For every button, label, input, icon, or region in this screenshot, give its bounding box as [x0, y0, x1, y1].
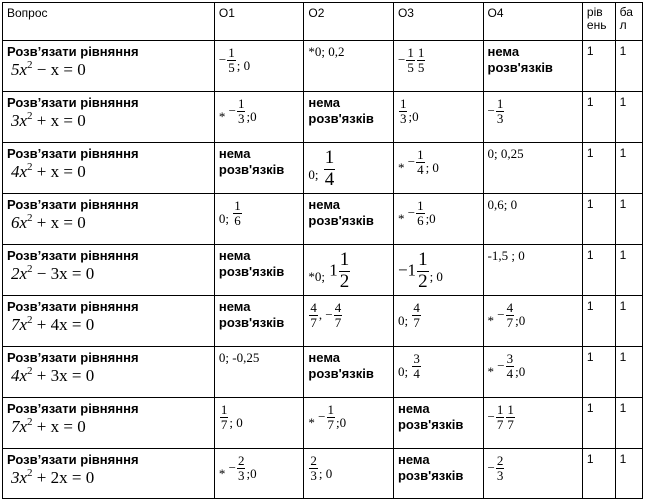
eq-term: 6x [11, 213, 28, 232]
denominator: 7 [220, 417, 228, 433]
correct-mark: * [218, 108, 226, 124]
eq-term: 4x [11, 162, 28, 181]
eq-rest: + x = 0 [36, 417, 86, 436]
denominator: 7 [496, 417, 504, 433]
question-prompt: Розв’язати рівняння [7, 44, 139, 59]
no-roots-line1: нема [308, 197, 341, 212]
denominator: 7 [334, 315, 342, 331]
minus-sign: − [487, 102, 495, 118]
eq-rest: + 4x = 0 [36, 315, 95, 334]
eq-rest: + 3x = 0 [36, 366, 95, 385]
answer-o3[interactable] [393, 398, 483, 449]
numerator: 1 [417, 198, 424, 213]
answer-value [398, 350, 479, 382]
answer-value: -1,5 ; 0 [487, 248, 525, 263]
answer-o4[interactable] [483, 398, 582, 449]
question-prompt: Розв’язати рівняння [7, 401, 139, 416]
numerator: 1 [228, 45, 235, 60]
points-cell: 1 [615, 143, 642, 194]
correct-mark: * [397, 210, 405, 226]
header-points-line2: л [619, 18, 627, 32]
answer-o1[interactable] [214, 194, 304, 245]
fraction [237, 97, 246, 127]
answer-tail: ; 0 [229, 414, 243, 430]
equation [7, 314, 210, 336]
minus-sign: − [218, 51, 227, 67]
denominator: 4 [413, 366, 420, 382]
denominator: 3 [496, 468, 504, 484]
level-cell: 1 [582, 143, 615, 194]
question-cell [3, 92, 215, 143]
numerator: 1 [220, 402, 228, 417]
numerator: 1 [417, 45, 425, 60]
eq-term: 3x [11, 468, 28, 487]
numerator: 4 [506, 300, 514, 315]
answer-o3[interactable] [393, 92, 483, 143]
answer-value [219, 44, 300, 76]
numerator: 2 [310, 453, 317, 468]
header-points-line1: ба [619, 5, 633, 19]
eq-rest: + 2x = 0 [36, 468, 95, 487]
level-cell: 1 [582, 245, 615, 296]
eq-term: 3x [11, 111, 28, 130]
minus-sign: − [407, 153, 416, 169]
equation [7, 59, 210, 81]
answer-head: 0; [308, 167, 319, 183]
answer-value [488, 299, 578, 331]
denominator: 4 [506, 366, 514, 382]
answer-value [488, 452, 578, 484]
denominator: 2 [339, 270, 350, 292]
eq-rest: + x = 0 [36, 111, 86, 130]
answer-o2[interactable] [304, 449, 394, 499]
header-level [582, 3, 615, 41]
answer-tail: ;0 [408, 108, 419, 124]
no-roots-line2: розв'язків [308, 213, 374, 228]
answer-o1[interactable] [214, 41, 304, 92]
points-cell: 1 [615, 347, 642, 398]
no-roots-line1: нема [308, 350, 341, 365]
points-cell: 1 [615, 92, 642, 143]
numerator: 4 [334, 300, 342, 315]
answer-o1[interactable] [214, 245, 304, 296]
answer-tail: ; 0 [236, 57, 251, 73]
eq-rest: + x = 0 [36, 162, 86, 181]
denominator: 3 [310, 468, 317, 484]
answer-o3[interactable] [393, 347, 483, 398]
answer-tail: ;0 [425, 210, 436, 226]
fraction [406, 46, 415, 76]
no-roots-line2: розв'язків [308, 366, 374, 381]
eq-term: 4x [11, 366, 28, 385]
denominator: 6 [234, 213, 241, 229]
denominator: 6 [417, 213, 424, 229]
no-roots-line2: розв'язків [218, 162, 285, 177]
numerator: 1 [407, 45, 414, 60]
numerator: 3 [413, 351, 420, 366]
correct-mark: * [487, 363, 495, 379]
eq-term: 2x [11, 264, 28, 283]
denominator: 5 [417, 60, 425, 76]
answer-tail: ;0 [246, 465, 257, 481]
denominator: 7 [413, 315, 420, 331]
numerator: 1 [237, 96, 245, 111]
answer-head: 0; [397, 312, 409, 328]
question-prompt: Розв’язати рівняння [7, 299, 139, 314]
numerator: 1 [496, 96, 504, 111]
fraction [324, 148, 336, 191]
answer-o2[interactable] [304, 92, 394, 143]
equation [7, 365, 210, 387]
table-row [3, 398, 643, 449]
separator: , − [318, 306, 333, 322]
answer-o3[interactable] [393, 296, 483, 347]
fraction [417, 250, 429, 293]
answer-o1[interactable] [214, 92, 304, 143]
minus-sign: − [228, 102, 236, 118]
level-cell: 1 [582, 194, 615, 245]
equation [7, 161, 210, 183]
eq-exp: 2 [27, 59, 33, 71]
answer-o4[interactable] [483, 296, 582, 347]
answer-value [398, 44, 479, 76]
correct-mark: * [487, 312, 495, 328]
answer-o2[interactable] [304, 245, 394, 296]
answer-value: 0; 0,25 [487, 146, 524, 161]
no-roots-line1: нема [218, 248, 251, 263]
answer-o2[interactable] [304, 347, 394, 398]
header-o3: О3 [393, 3, 483, 41]
question-cell [3, 194, 215, 245]
eq-exp: 2 [27, 161, 33, 173]
correct-mark: * [218, 465, 226, 481]
answer-o2[interactable] [304, 143, 394, 194]
fraction [227, 46, 236, 76]
answer-o4[interactable] [483, 194, 582, 245]
answer-o3[interactable] [393, 194, 483, 245]
answer-value [219, 95, 300, 127]
eq-exp: 2 [27, 314, 33, 326]
minus-sign: − [407, 204, 416, 220]
table-row [3, 92, 643, 143]
question-prompt: Розв’язати рівняння [7, 197, 139, 212]
no-roots-line1: нема [397, 452, 430, 467]
level-cell: 1 [582, 398, 615, 449]
eq-rest: + x = 0 [36, 213, 86, 232]
answer-value [398, 146, 479, 178]
denominator: 7 [327, 417, 335, 433]
numerator: 1 [324, 147, 335, 168]
answer-value [219, 452, 300, 484]
answer-value [308, 401, 389, 433]
answer-o1[interactable] [214, 143, 304, 194]
numerator: 1 [418, 249, 428, 270]
question-cell [3, 296, 215, 347]
no-roots-line2: розв'язків [218, 264, 285, 279]
numerator: 1 [417, 147, 424, 162]
no-roots-line2: розв'язків [487, 60, 553, 75]
answer-o3[interactable] [393, 143, 483, 194]
fraction [334, 301, 343, 331]
fraction [412, 352, 421, 382]
denominator: 5 [407, 60, 414, 76]
answer-tail: ; 0 [425, 159, 439, 175]
question-prompt: Розв’язати рівняння [7, 248, 139, 263]
answer-value [398, 197, 479, 229]
numerator: 4 [310, 300, 317, 315]
eq-term: 7x [11, 315, 28, 334]
answer-value [308, 452, 389, 484]
no-roots-line1: нема [308, 95, 341, 110]
answer-o2[interactable] [304, 296, 394, 347]
no-roots-line1: нема [218, 299, 251, 314]
answer-o1[interactable] [214, 398, 304, 449]
answer-value [308, 146, 389, 191]
level-cell: 1 [582, 347, 615, 398]
numerator: 1 [507, 402, 514, 417]
answer-o4[interactable] [483, 347, 582, 398]
no-roots-line2: розв'язків [397, 417, 464, 432]
denominator: 5 [228, 60, 235, 76]
numerator: 1 [327, 402, 335, 417]
answer-value [398, 248, 479, 293]
no-roots-line1: нема [397, 401, 430, 416]
denominator: 3 [237, 468, 245, 484]
fraction [506, 403, 515, 433]
fraction [496, 403, 505, 433]
fraction [309, 454, 318, 484]
answer-tail: ;0 [246, 108, 257, 124]
eq-term: 7x [11, 417, 28, 436]
fraction [506, 352, 515, 382]
answer-value: 0,6; 0 [487, 197, 518, 212]
answer-o4[interactable] [483, 449, 582, 499]
header-question: Вопрос [3, 3, 215, 41]
question-cell [3, 41, 215, 92]
no-roots-line2: розв'язків [218, 315, 285, 330]
answer-o3[interactable] [393, 449, 483, 499]
answer-o1[interactable] [214, 347, 304, 398]
minus-sign: − [487, 459, 495, 475]
denominator: 4 [324, 168, 335, 190]
fraction [309, 301, 318, 331]
answer-value [398, 95, 479, 127]
answer-o2[interactable] [304, 398, 394, 449]
answer-value: *0; 0,2 [308, 44, 345, 59]
answer-head: *0; [308, 269, 326, 285]
correct-mark: * [397, 159, 405, 175]
table-row [3, 245, 643, 296]
numerator: 4 [413, 300, 420, 315]
whole-part: 1 [329, 260, 338, 280]
level-cell: 1 [582, 296, 615, 347]
eq-term: 5x [11, 60, 28, 79]
header-o2: О2 [304, 3, 394, 41]
no-roots-line2: розв'язків [397, 468, 464, 483]
denominator: 7 [310, 315, 317, 331]
fraction [233, 199, 242, 229]
denominator: 7 [507, 417, 514, 433]
numerator: 3 [506, 351, 514, 366]
table-row [3, 347, 643, 398]
denominator: 2 [418, 270, 428, 292]
equation [7, 212, 210, 234]
fraction [237, 454, 246, 484]
answer-value [488, 95, 578, 127]
minus-sign: − [487, 408, 495, 424]
eq-rest: − 3x = 0 [36, 264, 95, 283]
question-prompt: Розв’язати рівняння [7, 452, 139, 467]
fraction [416, 199, 425, 229]
eq-exp: 2 [27, 416, 33, 428]
equation [7, 416, 210, 438]
minus-sign: − [497, 306, 505, 322]
fraction [416, 148, 425, 178]
table-row [3, 194, 643, 245]
points-cell: 1 [615, 449, 642, 499]
denominator: 3 [399, 111, 407, 127]
eq-exp: 2 [27, 467, 33, 479]
answer-o1[interactable] [214, 449, 304, 499]
level-cell: 1 [582, 41, 615, 92]
answer-tail: ; 0 [318, 465, 333, 481]
fraction [496, 97, 505, 127]
points-cell: 1 [615, 398, 642, 449]
question-cell [3, 143, 215, 194]
numerator: 2 [496, 453, 504, 468]
answer-tail: ;0 [515, 312, 526, 328]
fraction [327, 403, 336, 433]
minus-sign: − [228, 459, 236, 475]
equation [7, 263, 210, 285]
fraction [417, 46, 426, 76]
answer-value [219, 197, 300, 229]
question-prompt: Розв’язати рівняння [7, 350, 139, 365]
eq-exp: 2 [27, 110, 33, 122]
whole-part: −1 [397, 260, 417, 280]
question-cell [3, 398, 215, 449]
quiz-table [2, 2, 643, 499]
minus-sign: − [397, 51, 406, 67]
answer-o4[interactable] [483, 143, 582, 194]
numerator: 2 [237, 453, 245, 468]
minus-sign: − [318, 408, 326, 424]
correct-mark: * [308, 414, 315, 430]
question-cell [3, 347, 215, 398]
numerator: 1 [339, 249, 350, 270]
header-o1: О1 [214, 3, 304, 41]
minus-sign: − [497, 357, 505, 373]
question-cell [3, 449, 215, 499]
answer-o4[interactable] [483, 245, 582, 296]
points-cell: 1 [615, 245, 642, 296]
header-o4: О4 [483, 3, 582, 41]
level-cell: 1 [582, 92, 615, 143]
answer-o3[interactable] [393, 41, 483, 92]
no-roots-line1: нема [218, 146, 251, 161]
denominator: 3 [496, 111, 504, 127]
no-roots-line2: розв'язків [308, 111, 374, 126]
eq-exp: 2 [27, 263, 33, 275]
answer-o2[interactable] [304, 41, 394, 92]
fraction [412, 301, 421, 331]
denominator: 3 [237, 111, 245, 127]
answer-head: 0; [218, 210, 229, 226]
answer-value [398, 299, 479, 331]
answer-head: 0; [397, 363, 409, 379]
answer-value [488, 401, 578, 433]
question-cell [3, 245, 215, 296]
answer-o4[interactable] [483, 41, 582, 92]
header-row [3, 3, 643, 41]
answer-o2[interactable] [304, 194, 394, 245]
header-points [615, 3, 642, 41]
level-cell: 1 [582, 449, 615, 499]
table-row [3, 41, 643, 92]
eq-rest: − x = 0 [36, 60, 86, 79]
answer-value: 0; -0,25 [218, 350, 260, 365]
answer-tail: ; 0 [429, 269, 443, 285]
question-prompt: Розв’язати рівняння [7, 95, 139, 110]
fraction [220, 403, 229, 433]
answer-o3[interactable] [393, 245, 483, 296]
table-row [3, 449, 643, 499]
numerator: 1 [234, 198, 241, 213]
denominator: 4 [417, 162, 424, 178]
points-cell: 1 [615, 41, 642, 92]
answer-value [308, 299, 389, 331]
eq-exp: 2 [27, 212, 33, 224]
points-cell: 1 [615, 296, 642, 347]
answer-value [308, 248, 389, 293]
points-cell: 1 [615, 194, 642, 245]
numerator: 1 [496, 402, 504, 417]
answer-value [488, 350, 578, 382]
question-prompt: Розв’язати рівняння [7, 146, 139, 161]
table-row [3, 296, 643, 347]
answer-value [219, 401, 300, 433]
header-level-line2: ень [586, 18, 607, 32]
fraction [496, 454, 505, 484]
table-row [3, 143, 643, 194]
answer-o4[interactable] [483, 92, 582, 143]
answer-o1[interactable] [214, 296, 304, 347]
fraction [339, 250, 351, 293]
fraction [506, 301, 515, 331]
answer-tail: ;0 [515, 363, 526, 379]
denominator: 7 [506, 315, 514, 331]
header-level-line1: рів [586, 5, 603, 19]
fraction [399, 97, 408, 127]
numerator: 1 [399, 96, 407, 111]
eq-exp: 2 [27, 365, 33, 377]
equation [7, 110, 210, 132]
answer-tail: ;0 [336, 414, 347, 430]
no-roots-line1: нема [487, 44, 520, 59]
equation [7, 467, 210, 489]
